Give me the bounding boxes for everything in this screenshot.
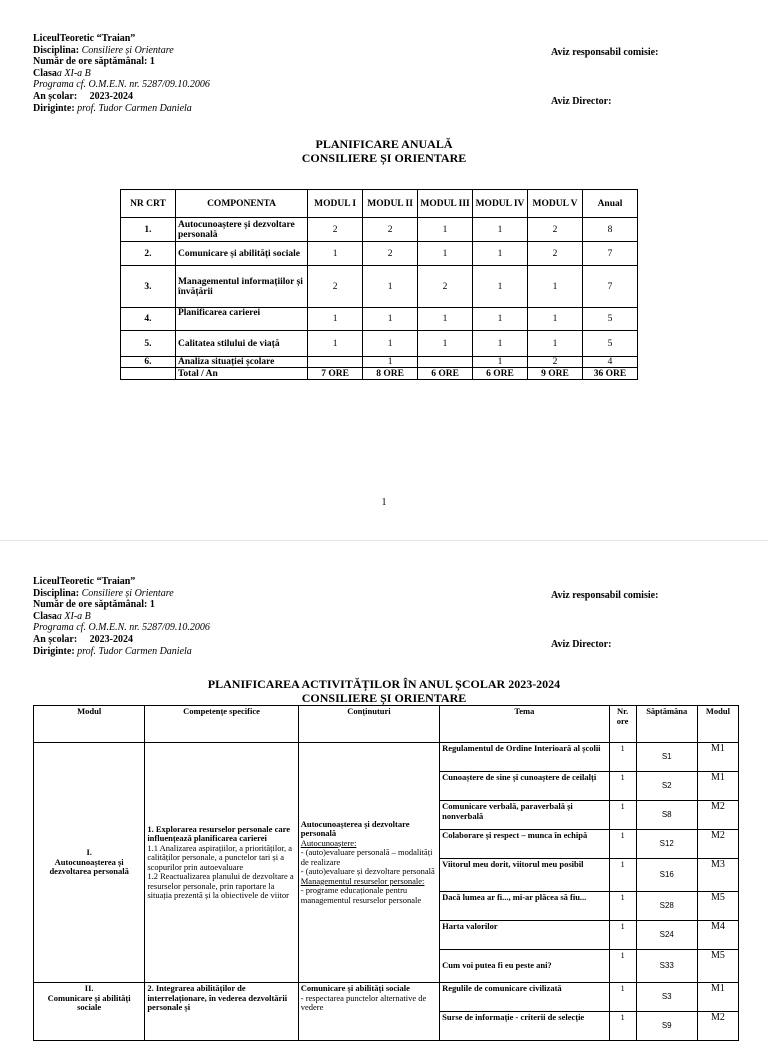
ore-cell: 1 xyxy=(609,983,636,1012)
total-cell: 8 ORE xyxy=(363,368,418,380)
continut-text: - respectarea punctelor alternative de vedere xyxy=(300,992,427,1012)
value-cell xyxy=(418,357,473,368)
nr-cell: 3. xyxy=(121,266,176,308)
table-row xyxy=(121,218,638,242)
ore-cell: 1 xyxy=(609,921,636,950)
modul-number: I. xyxy=(86,847,92,858)
tema-cell: Regulamentul de Ordine Interioară al școlii xyxy=(440,743,609,772)
header-cell: MODUL III xyxy=(418,190,473,218)
ore-cell: 1 xyxy=(609,830,636,859)
empty-cell xyxy=(121,368,176,380)
value-cell: 2 xyxy=(528,242,583,266)
saptamana-cell: S8 xyxy=(636,801,697,830)
modul-code-cell: M5 xyxy=(697,892,738,921)
continut-title: Autocunoașterea și dezvoltare personală xyxy=(300,818,410,839)
continut-text: - programe educaționale pentru managementul resurselor personale xyxy=(300,885,422,905)
value-cell: 1 xyxy=(308,308,363,331)
school-name: LiceulTeoretic “Traian” xyxy=(33,33,136,44)
page-2 xyxy=(0,540,768,1031)
ore-cell: 1 xyxy=(609,772,636,801)
modul-code-cell: M1 xyxy=(697,772,738,801)
value-cell: 2 xyxy=(528,357,583,368)
value-cell: 1 xyxy=(363,308,418,331)
table-row xyxy=(34,743,739,772)
aviz-comisie: Aviz responsabil comisie: xyxy=(551,47,659,58)
value-cell: 1 xyxy=(418,218,473,242)
total-cell: 6 ORE xyxy=(418,368,473,380)
table-header-row xyxy=(121,190,638,218)
diriginte-label: Diriginte: xyxy=(33,102,75,114)
saptamana-cell: S3 xyxy=(636,983,697,1012)
modul-code-cell: M3 xyxy=(697,859,738,892)
table-row xyxy=(121,242,638,266)
value-cell: 1 xyxy=(473,266,528,308)
header-cell: MODUL V xyxy=(528,190,583,218)
value-cell: 1 xyxy=(528,308,583,331)
total-cell: 9 ORE xyxy=(528,368,583,380)
modul-code-cell: M2 xyxy=(697,1012,738,1041)
diriginte-label: Diriginte: xyxy=(33,645,75,657)
value-cell: 1 xyxy=(528,266,583,308)
continut-title: Comunicare și abilități sociale xyxy=(300,983,410,993)
modul-name: Autocunoașterea și dezvoltarea personală xyxy=(49,856,129,877)
total-cell: 6 ORE xyxy=(473,368,528,380)
table-row xyxy=(34,983,739,1012)
an-value: 2023-2024 xyxy=(89,90,134,102)
competenta-text: 1.1 Analizarea aspirațiilor, a priorităților, a calităților personale, a punctelor tari și a scopurilor prin autoevaluare 1.2 Reactualizarea planului de dezvoltare a resurselor personale, prin raportare la situația prezentă și la obiectivele de viitor xyxy=(147,842,294,900)
modul-code-cell: M2 xyxy=(697,830,738,859)
header-cell: Săptămâna xyxy=(636,706,697,743)
ore-cell: 1 xyxy=(609,950,636,983)
saptamana-cell: S33 xyxy=(636,950,697,983)
disciplina-label: Disciplina: xyxy=(33,587,80,599)
tema-cell: Colaborare și respect – munca în echipă xyxy=(440,830,609,859)
modul-code-cell: M4 xyxy=(697,921,738,950)
ore-cell: 1 xyxy=(609,801,636,830)
ore-cell: 1 xyxy=(609,1012,636,1041)
modul-name: Comunicare și abilități sociale xyxy=(47,992,131,1012)
table-header-row xyxy=(34,706,739,743)
ore-cell: 1 xyxy=(609,743,636,772)
continut-subtitle: Autocunoaștere: xyxy=(300,837,357,848)
continut-subtitle: Managementul resurselor personale: xyxy=(300,875,425,886)
modul-code-cell: M5 xyxy=(697,950,738,983)
component-cell: Managementul informațiilor și învățării xyxy=(175,266,307,308)
value-cell: 1 xyxy=(308,242,363,266)
tema-cell: Cunoaștere de sine și cunoaștere de ceilalți xyxy=(440,772,609,801)
ore-label: Număr de ore săptămânal: 1 xyxy=(33,56,155,68)
an-label: An școlar: xyxy=(33,90,78,102)
header-cell: Tema xyxy=(440,706,609,743)
annual-cell: 8 xyxy=(582,218,637,242)
modul-code-cell: M1 xyxy=(697,743,738,772)
value-cell: 1 xyxy=(528,331,583,357)
modul-number: II. xyxy=(84,983,94,993)
component-cell: Calitatea stilului de viață xyxy=(175,331,307,357)
programa: Programa cf. O.M.E.N. nr. 5287/09.10.2006 xyxy=(33,79,210,91)
aviz-comisie: Aviz responsabil comisie: xyxy=(551,590,659,601)
saptamana-cell: S2 xyxy=(636,772,697,801)
page-number: 1 xyxy=(381,497,387,508)
school-name: LiceulTeoretic “Traian” xyxy=(33,576,136,587)
value-cell: 1 xyxy=(473,242,528,266)
total-label: Total / An xyxy=(175,368,307,380)
saptamana-cell: S28 xyxy=(636,892,697,921)
table-row xyxy=(121,331,638,357)
clasa-value: a XI-a B xyxy=(56,610,91,622)
saptamana-cell: S24 xyxy=(636,921,697,950)
modul-code-cell: M2 xyxy=(697,801,738,830)
disciplina-value: Consiliere și Orientare xyxy=(81,587,174,599)
header-cell: MODUL I xyxy=(308,190,363,218)
activities-table xyxy=(33,705,739,1041)
aviz-director: Aviz Director: xyxy=(551,639,612,650)
annual-cell: 4 xyxy=(582,357,637,368)
saptamana-cell: S16 xyxy=(636,859,697,892)
value-cell: 1 xyxy=(473,331,528,357)
diriginte-value: prof. Tudor Carmen Daniela xyxy=(77,102,192,114)
modul-cell xyxy=(34,743,145,983)
saptamana-cell: S12 xyxy=(636,830,697,859)
programa: Programa cf. O.M.E.N. nr. 5287/09.10.2006 xyxy=(33,622,210,634)
annual-cell: 7 xyxy=(582,242,637,266)
nr-cell: 6. xyxy=(121,357,176,368)
annual-cell: 5 xyxy=(582,308,637,331)
nr-cell: 1. xyxy=(121,218,176,242)
modul-code-cell: M1 xyxy=(697,983,738,1012)
total-cell: 7 ORE xyxy=(308,368,363,380)
value-cell: 1 xyxy=(473,357,528,368)
component-cell: Autocunoaștere și dezvoltare personală xyxy=(175,218,307,242)
document-header xyxy=(33,576,210,657)
header-cell: Anual xyxy=(582,190,637,218)
competenta-title: 1. Explorarea resurselor personale care influențează planificarea carierei xyxy=(147,823,290,843)
tema-cell: Comunicare verbală, paraverbală și nonverbală xyxy=(440,801,609,830)
ore-cell: 1 xyxy=(609,892,636,921)
modul-cell xyxy=(34,983,145,1041)
disciplina-label: Disciplina: xyxy=(33,44,80,56)
ore-cell: 1 xyxy=(609,859,636,892)
value-cell: 2 xyxy=(418,266,473,308)
value-cell: 1 xyxy=(473,308,528,331)
value-cell: 1 xyxy=(363,266,418,308)
total-cell: 36 ORE xyxy=(582,368,637,380)
competente-cell xyxy=(145,983,298,1041)
component-cell: Analiza situației școlare xyxy=(175,357,307,368)
tema-cell: Viitorul meu dorit, viitorul meu posibil xyxy=(440,859,609,892)
aviz-director: Aviz Director: xyxy=(551,96,612,107)
value-cell: 1 xyxy=(418,308,473,331)
total-row xyxy=(121,368,638,380)
header-cell: MODUL II xyxy=(363,190,418,218)
nr-cell: 5. xyxy=(121,331,176,357)
header-cell: NR CRT xyxy=(121,190,176,218)
value-cell: 1 xyxy=(418,331,473,357)
component-cell: Comunicare și abilități sociale xyxy=(175,242,307,266)
competenta-title: 2. Integrarea abilităților de interrelaționare, în vederea dezvoltării personale și xyxy=(147,983,288,1012)
an-value: 2023-2024 xyxy=(89,633,134,645)
header-cell: Nr. ore xyxy=(609,706,636,743)
clasa-label: Clasa xyxy=(33,610,57,622)
annual-cell: 5 xyxy=(582,331,637,357)
value-cell: 1 xyxy=(473,218,528,242)
value-cell: 1 xyxy=(363,357,418,368)
saptamana-cell: S1 xyxy=(636,743,697,772)
header-cell: Conținuturi xyxy=(298,706,439,743)
clasa-label: Clasa xyxy=(33,67,57,79)
tema-cell: Harta valorilor xyxy=(440,921,609,950)
value-cell: 1 xyxy=(308,331,363,357)
tema-cell: Cum voi putea fi eu peste ani? xyxy=(440,950,609,983)
value-cell: 1 xyxy=(418,242,473,266)
continuturi-cell xyxy=(298,983,439,1041)
nr-cell: 4. xyxy=(121,308,176,331)
value-cell xyxy=(308,357,363,368)
page-title: PLANIFICAREA ACTIVITĂȚILOR ÎN ANUL ȘCOLAR 2023-2024 xyxy=(207,677,561,691)
page-subtitle: CONSILIERE ȘI ORIENTARE xyxy=(301,151,467,165)
table-row xyxy=(121,357,638,368)
disciplina-value: Consiliere și Orientare xyxy=(81,44,174,56)
value-cell: 2 xyxy=(308,266,363,308)
saptamana-cell: S9 xyxy=(636,1012,697,1041)
document-header xyxy=(33,33,210,114)
clasa-value: a XI-a B xyxy=(56,67,91,79)
an-label: An școlar: xyxy=(33,633,78,645)
diriginte-value: prof. Tudor Carmen Daniela xyxy=(77,645,192,657)
tema-cell: Regulile de comunicare civilizată xyxy=(440,983,609,1012)
annual-plan-table xyxy=(120,189,638,380)
value-cell: 2 xyxy=(528,218,583,242)
header-cell: COMPONENTA xyxy=(175,190,307,218)
header-cell: Competențe specifice xyxy=(145,706,298,743)
component-cell: Planificarea carierei xyxy=(175,308,307,331)
value-cell: 1 xyxy=(363,331,418,357)
header-cell: MODUL IV xyxy=(473,190,528,218)
value-cell: 2 xyxy=(363,218,418,242)
annual-cell: 7 xyxy=(582,266,637,308)
continut-text: - (auto)evaluare personală – modalități de realizare - (auto)evaluare și dezvoltare personală xyxy=(300,847,435,877)
ore-label: Număr de ore săptămânal: 1 xyxy=(33,599,155,611)
header-cell: Modul xyxy=(697,706,738,743)
page-subtitle: CONSILIERE ȘI ORIENTARE xyxy=(301,691,467,705)
table-row xyxy=(121,266,638,308)
value-cell: 2 xyxy=(308,218,363,242)
value-cell: 2 xyxy=(363,242,418,266)
nr-cell: 2. xyxy=(121,242,176,266)
tema-cell: Dacă lumea ar fi..., mi-ar plăcea să fiu... xyxy=(440,892,609,921)
competente-cell xyxy=(145,743,298,983)
page-title: PLANIFICARE ANUALĂ xyxy=(315,137,453,151)
tema-cell: Surse de informație - criterii de selecție xyxy=(440,1012,609,1041)
header-cell: Modul xyxy=(34,706,145,743)
table-row xyxy=(121,308,638,331)
continuturi-cell xyxy=(298,743,439,983)
